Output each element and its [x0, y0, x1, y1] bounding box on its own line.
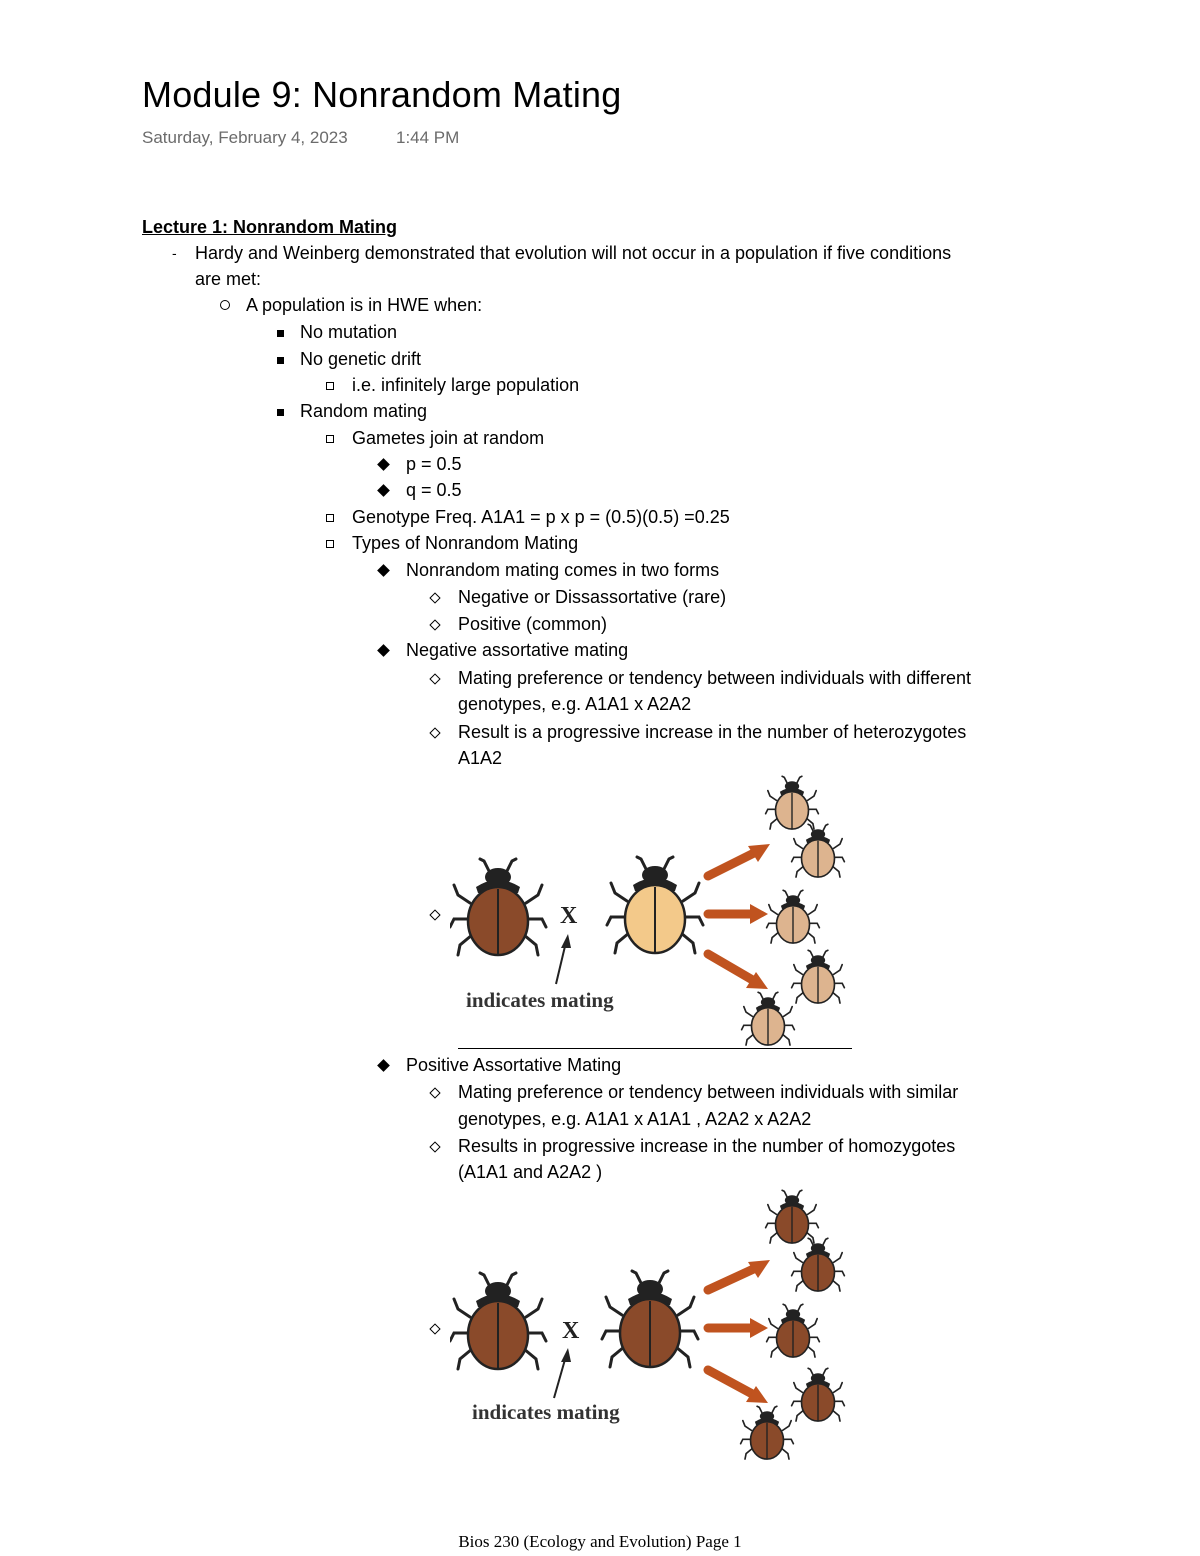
parent-beetle-dark [450, 859, 546, 955]
offspring-beetle [742, 992, 795, 1045]
q-value: q = 0.5 [406, 480, 462, 500]
condition-random-mating: Random mating [300, 401, 428, 421]
negative-result-line1: Result is a progressive increase in the number of heterozygotes [458, 722, 967, 742]
open-diamond-bullet-icon [431, 1080, 439, 1106]
positive-preference-line1: Mating preference or tendency between individuals with similar [458, 1082, 959, 1102]
positive-result-line1: Results in progressive increase in the number of homozygotes [458, 1136, 956, 1156]
open-diamond-bullet-icon [431, 585, 439, 611]
parent-beetle-light [607, 857, 703, 953]
open-diamond-bullet-icon [431, 1134, 439, 1160]
positive-assortative-heading: Positive Assortative Mating [406, 1055, 622, 1075]
diamond-bullet-icon [379, 452, 388, 478]
offspring-beetle [792, 824, 845, 877]
offspring-beetle [766, 776, 819, 829]
positive-assortative-figure [450, 1184, 860, 1469]
types-heading: Types of Nonrandom Mating [352, 533, 579, 553]
offspring-beetle [792, 1238, 845, 1291]
open-diamond-bullet-icon [431, 902, 439, 928]
hwe-conditions-intro: A population is in HWE when: [246, 295, 483, 315]
two-forms-note: Nonrandom mating comes in two forms [406, 560, 720, 580]
hw-statement-line1: Hardy and Weinberg demonstrated that evolution will not occur in a population if five conditions [195, 243, 952, 263]
page-title: Module 9: Nonrandom Mating [142, 74, 622, 115]
parent-beetle-dark [450, 1273, 546, 1369]
divider-line [458, 1048, 852, 1049]
square-bullet-icon [277, 320, 284, 346]
genotype-frequency: Genotype Freq. A1A1 = p x p = (0.5)(0.5) =0.25 [352, 507, 730, 527]
offspring-beetle [767, 890, 820, 943]
condition-no-mutation: No mutation [300, 322, 398, 342]
offspring-arrows [708, 1260, 770, 1403]
open-diamond-bullet-icon [431, 720, 439, 746]
infinite-population-note: i.e. infinitely large population [352, 375, 580, 395]
open-diamond-bullet-icon [431, 612, 439, 638]
positive-result-line2: (A1A1 and A2A2 ) [458, 1162, 603, 1182]
gametes-note: Gametes join at random [352, 428, 545, 448]
square-bullet-icon [277, 347, 284, 373]
open-square-bullet-icon [326, 531, 334, 557]
diamond-bullet-icon [379, 558, 388, 584]
open-diamond-bullet-icon [431, 666, 439, 692]
open-square-bullet-icon [326, 373, 334, 399]
negative-preference-line2: genotypes, e.g. A1A1 x A2A2 [458, 694, 692, 714]
offspring-beetle [792, 950, 845, 1003]
dash-bullet-icon: - [172, 245, 177, 261]
negative-form: Negative or Dissassortative (rare) [458, 587, 727, 607]
positive-preference-line2: genotypes, e.g. A1A1 x A1A1 , A2A2 x A2A2 [458, 1109, 812, 1129]
page-time: 1:44 PM [396, 128, 460, 147]
square-bullet-icon [277, 399, 284, 425]
open-diamond-bullet-icon [431, 1316, 439, 1342]
open-square-bullet-icon [326, 426, 334, 452]
diamond-bullet-icon [379, 1053, 388, 1079]
condition-no-drift: No genetic drift [300, 349, 422, 369]
offspring-beetle [792, 1368, 845, 1421]
offspring-beetle [767, 1304, 820, 1357]
mating-label: indicates mating [472, 1400, 620, 1424]
diamond-bullet-icon [379, 478, 388, 504]
negative-preference-line1: Mating preference or tendency between individuals with different [458, 668, 971, 688]
offspring-beetle [741, 1406, 794, 1459]
diamond-bullet-icon [379, 638, 388, 664]
page-date: Saturday, February 4, 2023 [142, 128, 348, 147]
parent-beetle-dark [602, 1271, 698, 1367]
offspring-beetle [766, 1190, 819, 1243]
cross-symbol: X [562, 1318, 580, 1344]
offspring-arrows [708, 844, 770, 989]
cross-symbol: X [560, 903, 578, 929]
page-footer: Bios 230 (Ecology and Evolution) Page 1 [458, 1532, 742, 1551]
open-circle-bullet-icon [220, 293, 230, 319]
mating-label: indicates mating [466, 988, 614, 1012]
positive-form: Positive (common) [458, 614, 608, 634]
negative-assortative-heading: Negative assortative mating [406, 640, 629, 660]
lecture-heading: Lecture 1: Nonrandom Mating [142, 217, 398, 237]
negative-result-line2: A1A2 [458, 748, 503, 768]
p-value: p = 0.5 [406, 454, 462, 474]
open-square-bullet-icon [326, 505, 334, 531]
hw-statement-line2: are met: [195, 269, 262, 289]
